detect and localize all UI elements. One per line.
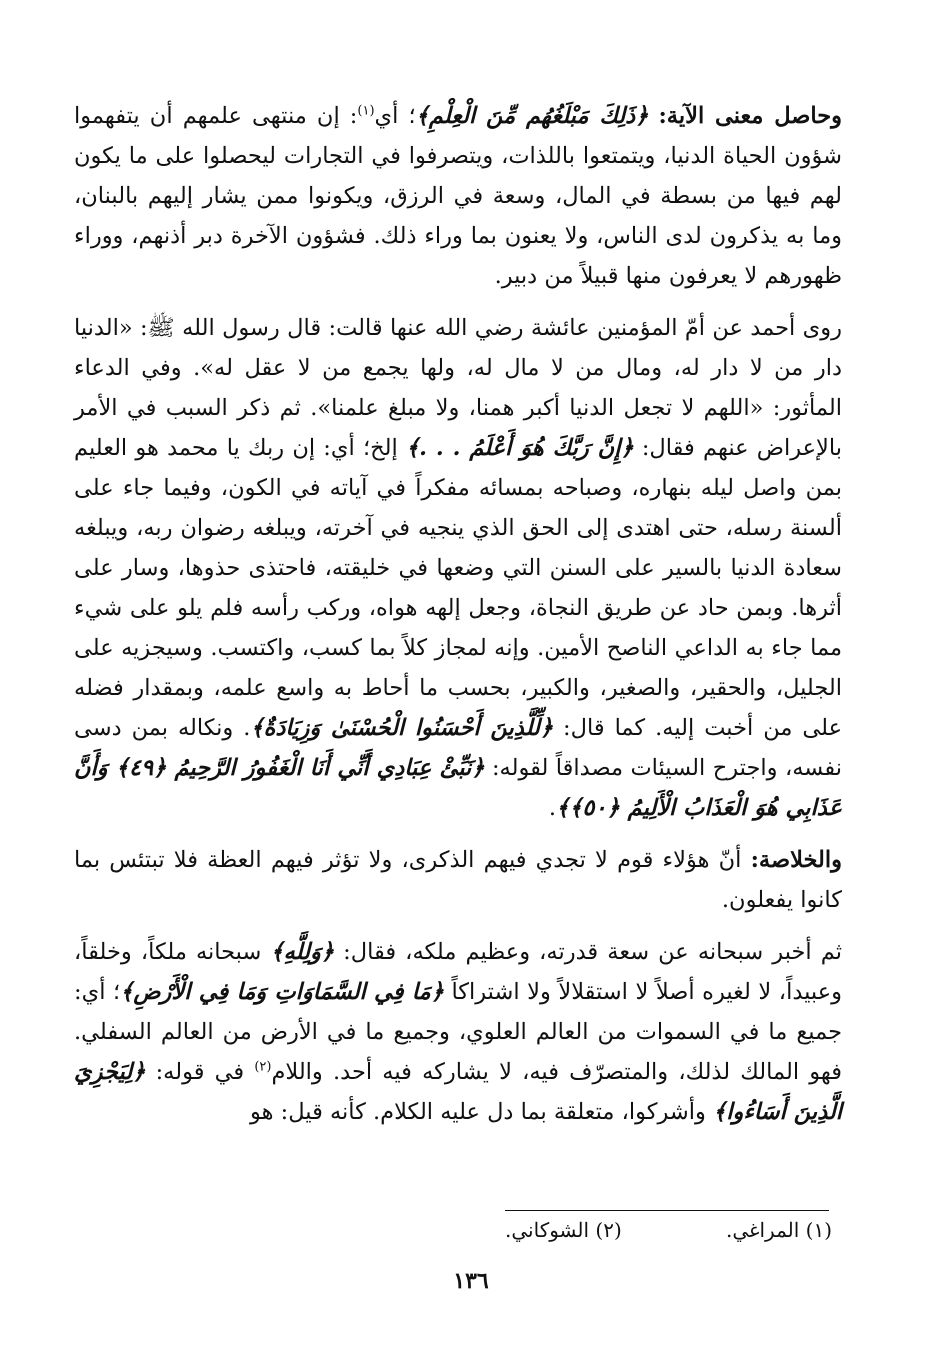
body-text: سبحانه ملكاً، وخلقاً، وعبيداً، لا لغيره أصلاً لا استقلالاً ولا اشتراكاً [74, 939, 843, 1005]
body-text: ؛ أي [374, 103, 416, 129]
footnote-divider [505, 1210, 829, 1211]
footnote-ref: (١) [357, 103, 375, 119]
quran-quote: ﴿لِيَجْزِيَ الَّذِينَ أَسَاءُوا﴾ [74, 1059, 842, 1125]
body-text: : إن منتهى علمهم أن يتفهموا شؤون الحياة الدنيا، ويتمتعوا باللذات، ويتصرفوا في التجارات ليحصلوا على ما يكون لهم فيها من بسطة في المال، وسعة في الرزق، ويكونوا ممن يشار إليهم بالبنان، وما به يذكرون لدى الناس، ولا يعنون بما وراء ذلك. فشؤون الآخرة دبر أذنهم، ووراء ظهورهم لا يعرفون منها قبيلاً من دبير. [74, 103, 842, 289]
quran-quote: ﴿لِّلَّذِينَ أَحْسَنُوا الْحُسْنَىٰ وَزِيَادَةٌ﴾ [250, 715, 554, 741]
footnote-1: (١) المراغي. [725, 1218, 832, 1242]
body-text: وأشركوا، متعلقة بما دل عليه الكلام. كأنه قيل: هو [250, 1099, 714, 1125]
quran-quote: ﴿نَبِّئْ عِبَادِي أَنِّي أَنَا الْغَفُورُ الرَّحِيمُ ﴿٤٩﴾ وَأَنَّ عَذَابِي هُوَ الْعَذَابُ الْأَلِيمُ ﴿٥٠﴾﴾ [74, 755, 842, 821]
paragraph-dominion [74, 932, 842, 1132]
footnote-2: (٢) الشوكاني. [505, 1218, 622, 1242]
quran-quote: ﴿ذَلِكَ مَبْلَغُهُم مِّنَ الْعِلْمِ﴾ [415, 103, 649, 129]
quran-quote: ﴿مَا فِي السَّمَاوَاتِ وَمَا فِي الْأَرْضِ﴾ [120, 979, 444, 1005]
paragraph-hadith [74, 308, 842, 828]
body-text: ثم أخبر سبحانه عن سعة قدرته، وعظيم ملكه، فقال: [334, 939, 842, 965]
paragraph-summary [74, 840, 842, 920]
page-number: ١٣٦ [453, 1268, 489, 1294]
body-text: أنّ هؤلاء قوم لا تجدي فيهم الذكرى، ولا تؤثر فيهم العظة فلا تبتئس بما كانوا يفعلون. [74, 847, 842, 913]
body-text: . ونكاله بمن دسى نفسه، واجترح السيئات مصداقاً لقوله: [74, 715, 842, 781]
body-text: . [548, 795, 557, 821]
quran-quote: ﴿إِنَّ رَبَّكَ هُوَ أَعْلَمُ . . .﴾ [405, 435, 634, 461]
quran-quote: ﴿وَلِلَّهِ﴾ [270, 939, 335, 965]
body-text: إلخ؛ أي: إن ربك يا محمد هو العليم بمن واصل ليله بنهاره، وصباحه بمسائه مفكراً في آياته في الكون، وفيما جاء على ألسنة رسله، حتى اهتدى إلى الحق الذي ينجيه في آخرته، ويبلغه رضوان ربه، ويبلغه سعادة الدنيا بالسير على السنن التي وضعها في خليقته، فاحتذى حذوها، وسار على أثرها. وبمن حاد عن طريق النجاة، وجعل إلهه هواه، وركب رأسه فلم يلو على شيء مما جاء به الداعي الناصح الأمين. وإنه لمجاز كلاً بما كسب، واكتسب. وسيجزيه على الجليل، والحقير، والصغير، والكبير، بحسب ما أحاط به واسع علمه، وبمقدار فضله على من أخبت إليه. كما قال: [74, 435, 842, 741]
body-text: روى أحمد عن أمّ المؤمنين عائشة رضي الله عنها قالت: قال رسول الله ﷺ: «الدنيا دار من لا دار له، ومال من لا مال له، ولها يجمع من لا عقل له». وفي الدعاء المأثور: «اللهم لا تجعل الدنيا أكبر همنا، ولا مبلغ علمنا». ثم ذكر السبب في الأمر بالإعراض عنهم فقال: [74, 315, 842, 461]
heading-meaning: وحاصل معنى الآية: [658, 103, 843, 129]
paragraph-meaning [74, 96, 842, 296]
body-text: ؛ أي: جميع ما في السموات من العالم العلوي، وجميع ما في الأرض من العالم السفلي. فهو المالك لذلك، والمتصرّف فيه، لا يشاركه فيه أحد. واللام [74, 979, 843, 1085]
footnote-ref: (٢) [254, 1059, 272, 1075]
body-text: في قوله: [145, 1059, 255, 1085]
heading-summary: والخلاصة: [750, 847, 842, 873]
